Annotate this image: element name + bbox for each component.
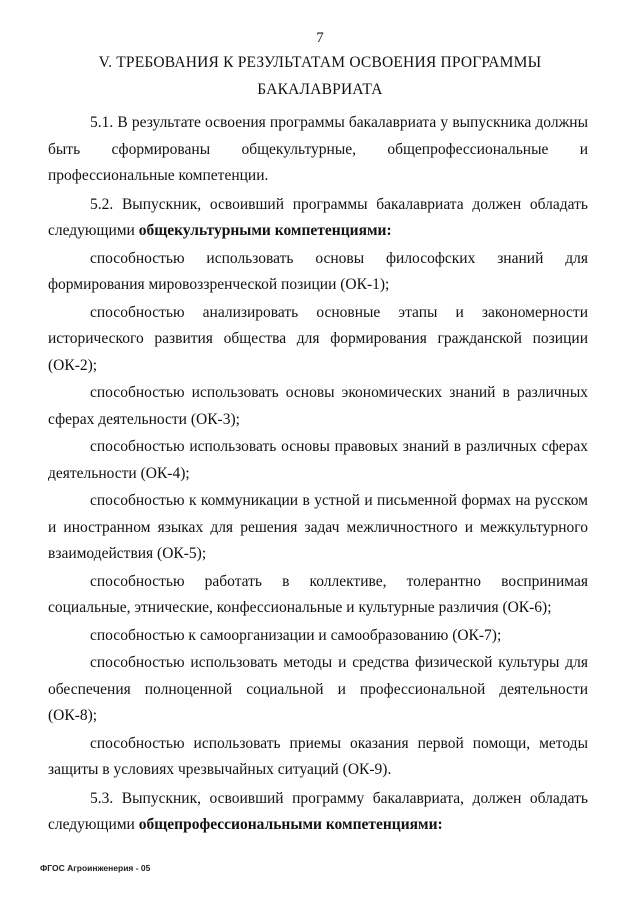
paragraph-5-1: 5.1. В результате освоения программы бакалавриата у выпускника должны быть сформированы общекультурные, общепрофессиональные и профессиональные компетенции. — [48, 114, 588, 184]
competency-ok-4: способностью использовать основы правовых знаний в различных сферах деятельности (ОК-4); — [48, 438, 588, 482]
competency-ok-6: способностью работать в коллективе, толерантно воспринимая социальные, этнические, конфессиональные и культурные различия (ОК-6); — [48, 572, 588, 616]
body-text — [48, 108, 588, 839]
section-heading-line-1: V. ТРЕБОВАНИЯ К РЕЗУЛЬТАТАМ ОСВОЕНИЯ ПРОГРАММЫ — [98, 54, 542, 71]
competency-ok-1: способностью использовать основы философских знаний для формирования мировоззренческой позиции (ОК-1); — [48, 249, 588, 293]
paragraph-5-2-intro: 5.2. Выпускник, освоивший программы бакалавриата должен обладать следующими — [48, 195, 588, 239]
paragraph-5-3-intro: 5.3. Выпускник, освоивший программу бакалавриата, должен обладать следующими — [48, 789, 588, 833]
paragraph-5-2 — [48, 192, 588, 245]
page-footer: ФГОС Агроинженерия - 05 — [40, 863, 151, 873]
competency-ok-8: способностью использовать методы и средства физической культуры для обеспечения полноценной социальной и профессиональной деятельности (ОК-8); — [48, 654, 588, 724]
paragraph-5-3 — [48, 786, 588, 839]
competency-ok-9: способностью использовать приемы оказания первой помощи, методы защиты в условиях чрезвычайных ситуаций (ОК-9). — [48, 734, 588, 778]
competency-ok-7: способностью к самоорганизации и самообразованию (ОК-7); — [90, 626, 502, 644]
competency-ok-5: способностью к коммуникации в устной и письменной формах на русском и иностранном языках для решения задач межличностного и межкультурного взаимодействия (ОК-5); — [48, 492, 588, 562]
page-number: 7 — [316, 30, 324, 46]
competency-ok-3: способностью использовать основы экономических знаний в различных сферах деятельности (ОК-3); — [48, 384, 588, 428]
competency-ok-2: способностью анализировать основные этапы и закономерности исторического развития общества для формирования гражданской позиции (ОК-2); — [48, 303, 588, 374]
paragraph-5-3-term: общепрофессиональными компетенциями: — [138, 816, 443, 833]
paragraph-5-2-term: общекультурными компетенциями: — [138, 222, 392, 239]
section-heading-line-2: БАКАЛАВРИАТА — [257, 81, 383, 98]
